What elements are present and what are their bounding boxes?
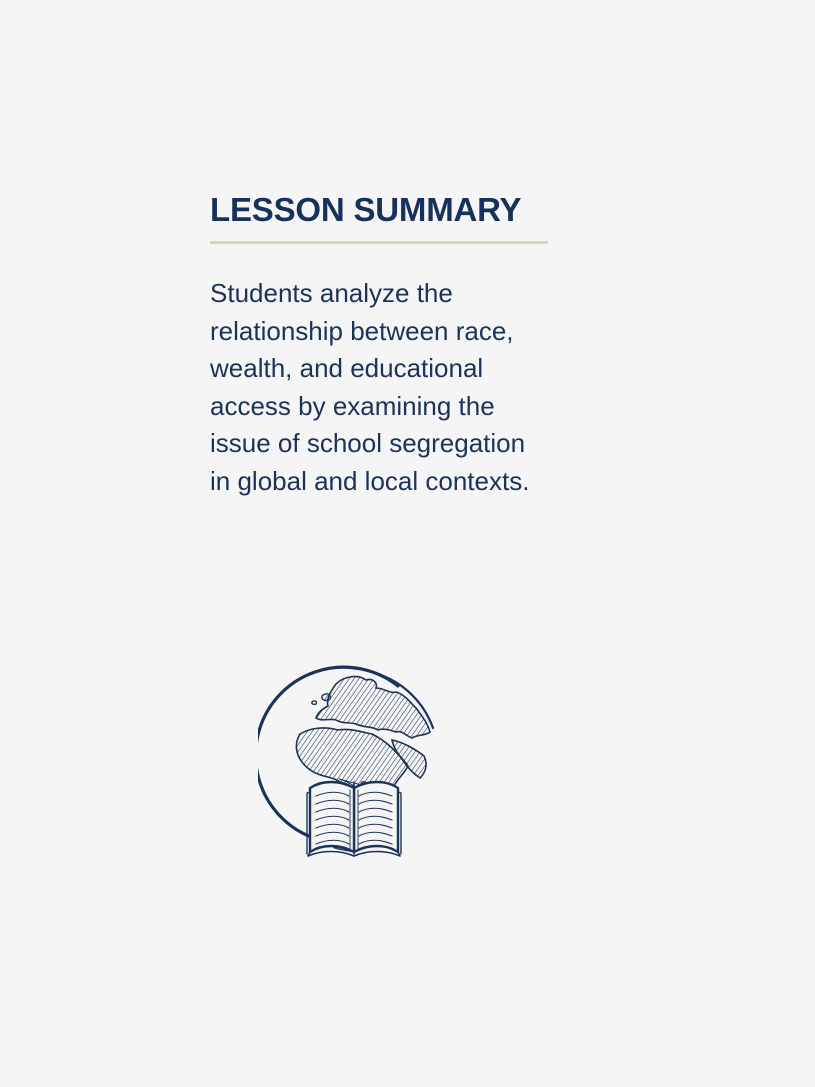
lesson-summary-text	[210, 275, 550, 500]
summary-line: Students analyze the	[210, 278, 453, 308]
summary-line: in global and local contexts.	[210, 465, 530, 496]
lesson-summary-heading: LESSON SUMMARY	[210, 191, 522, 228]
summary-line: issue of school segregation	[210, 428, 526, 458]
summary-line: access by examining the	[210, 390, 495, 421]
globe-with-book-icon	[258, 662, 450, 858]
heading-divider	[210, 241, 548, 244]
summary-line: wealth, and educational	[210, 353, 484, 383]
summary-line: relationship between race,	[210, 315, 514, 346]
